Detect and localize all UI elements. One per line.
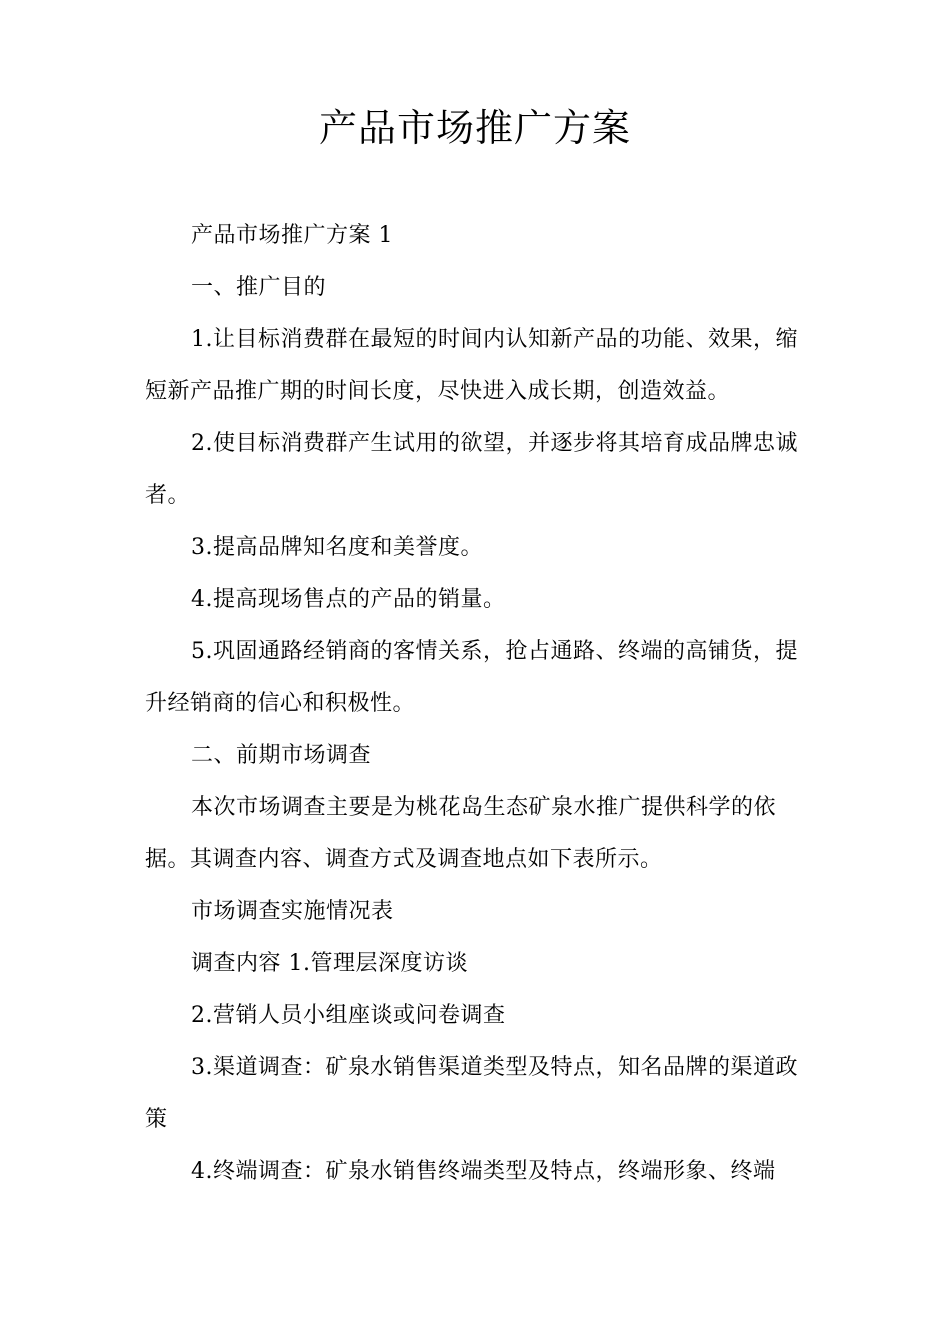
paragraph-table-caption: 市场调查实施情况表 [191, 899, 394, 924]
paragraph-research-item-3: 3.渠道调查：矿泉水销售渠道类型及特点，知名品牌的渠道政策 [145, 1055, 798, 1132]
paragraph-heading-purpose: 一、推广目的 [191, 275, 327, 300]
paragraph-research-item-4: 4.终端调查：矿泉水销售终端类型及特点，终端形象、终端 [191, 1159, 776, 1184]
paragraph-research-intro: 本次市场调查主要是为桃花岛生态矿泉水推广提供科学的依据。其调查内容、调查方式及调查地点如下表所示。 [145, 795, 777, 872]
paragraph-heading-research: 二、前期市场调查 [191, 743, 372, 768]
paragraph-section-heading: 产品市场推广方案 1 [191, 223, 393, 248]
document-body [145, 210, 813, 1198]
paragraph-purpose-4: 4.提高现场售点的产品的销量。 [191, 587, 506, 612]
paragraph-purpose-5: 5.巩固通路经销商的客情关系，抢占通路、终端的高铺货，提升经销商的信心和积极性。 [145, 639, 798, 716]
paragraph-research-item-1: 调查内容 1.管理层深度访谈 [191, 951, 468, 976]
document-title: 产品市场推广方案 [318, 106, 631, 150]
paragraph-purpose-2: 2.使目标消费群产生试用的欲望，并逐步将其培育成品牌忠诚者。 [145, 431, 798, 508]
paragraph-purpose-1: 1.让目标消费群在最短的时间内认知新产品的功能、效果，缩短新产品推广期的时间长度，尽快进入成长期，创造效益。 [145, 327, 798, 404]
paragraph-purpose-3: 3.提高品牌知名度和美誉度。 [191, 535, 483, 560]
paragraph-research-item-2: 2.营销人员小组座谈或问卷调查 [191, 1003, 506, 1028]
